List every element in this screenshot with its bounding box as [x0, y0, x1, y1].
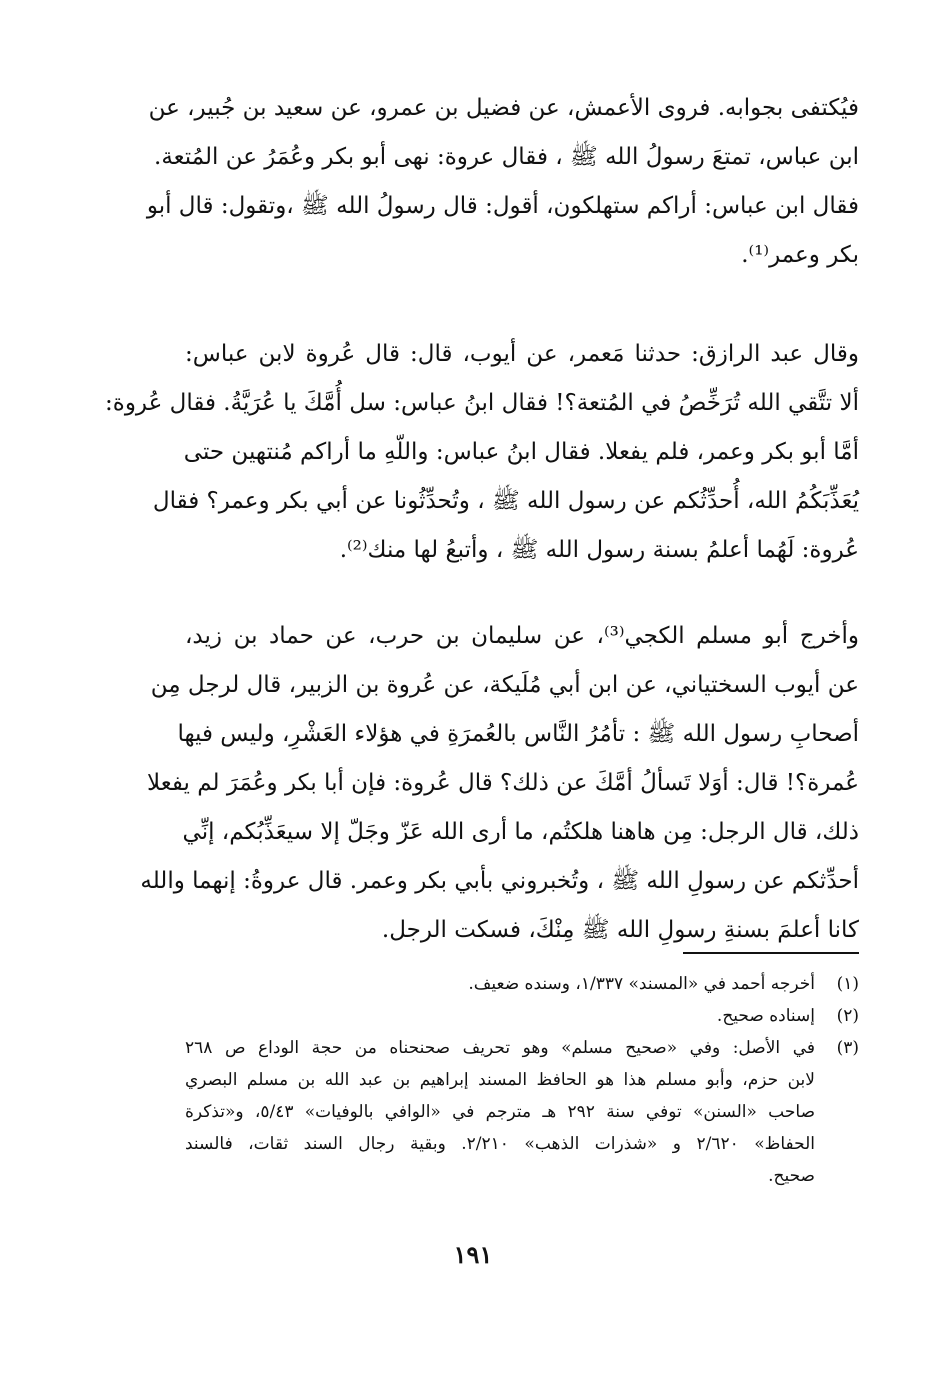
footnote-text — [185, 968, 815, 1000]
footnote-1 — [185, 968, 859, 1000]
footnote-text — [185, 1032, 815, 1192]
paragraph-line: بكر وعمر⁽¹⁾. — [741, 242, 859, 268]
paragraph-line: عن أيوب السختياني، عن ابن أبي مُلَيكة، عن عُروة بن الزبير، قال لرجل مِن — [150, 672, 859, 698]
footnote-line: الحفاظ» ٢/٦٢٠ و «شذرات الذهب» ٢/٢١٠. وبقية رجال السند ثقات، فالسند — [185, 1134, 815, 1154]
footnotes — [185, 968, 859, 1192]
footnote-line: في الأصل: وفي «صحيح مسلم» وهو تحريف صحنحناه من حجة الوداع ص ٢٦٨ — [185, 1038, 815, 1058]
footnote-line: صحيح. — [768, 1166, 815, 1186]
paragraph-line: فقال ابن عباس: أراكم ستهلكون، أقول: قال رسولُ الله ﷺ ،وتقول: قال أبو — [146, 193, 859, 219]
paragraph-line: يُعَذِّبَكُمُ الله، أُحدِّثُكم عن رسول الله ﷺ ، وتُحدِّثُونا عن أبي بكر وعمر؟ فقال — [152, 488, 859, 514]
paragraph-line: كانا أعلمَ بسنةِ رسولِ الله ﷺ مِنْكَ، فسكت الرجل. — [381, 917, 859, 943]
footnote-number: (٢) — [836, 1006, 859, 1026]
footnote-line: صاحب «السنن» توفي سنة ٢٩٢ هـ مترجم في «الوافي بالوفيات» ٥/٤٣، و«تذكرة — [185, 1102, 815, 1122]
paragraph-line: وقال عبد الرازق: حدثنا مَعمر، عن أيوب، قال: قال عُروة لابن عباس: — [185, 341, 859, 367]
paragraph-line: عُمرة؟! قال: أوَلا تَسألُ أمَّكَ عن ذلك؟ قال عُروة: فإن أبا بكر وعُمَرَ لم يفعلا — [147, 770, 859, 796]
page-number: ١٩١ — [453, 1240, 493, 1269]
footnote-3 — [185, 1032, 859, 1192]
paragraph-line: ألا تتَّقي الله تُرَخِّصُ في المُتعة؟! فقال ابنُ عباس: سل أُمَّكَ يا عُرَيَّةُ. فقال عُروة: — [105, 390, 859, 416]
paragraph-2 — [105, 330, 859, 575]
paragraph-line: أمَّا أبو بكر وعمر، فلم يفعلا. فقال ابنُ عباس: واللّهِ ما أراكم مُنتهين حتى — [183, 439, 859, 465]
paragraph-line: وأخرج أبو مسلم الكجي⁽³⁾، عن سليمان بن حرب، عن حماد بن زيد، — [185, 623, 859, 649]
footnote-number: (٣) — [836, 1038, 859, 1058]
paragraph-line: ابن عباس، تمتعَ رسولُ الله ﷺ ، فقال عروة: نهى أبو بكر وعُمَرُ عن المُتعة. — [154, 144, 859, 170]
paragraph-line: عُروة: لَهُما أعلمُ بسنة رسول الله ﷺ ، وأتبعُ لها منك⁽²⁾. — [339, 537, 859, 563]
footnote-2 — [185, 1000, 859, 1032]
footnote-separator — [683, 952, 859, 954]
paragraph-line: أحدِّثكم عن رسولِ الله ﷺ ، وتُخبروني بأبي بكر وعمر. قال عروةُ: إنهما والله — [140, 868, 859, 894]
footnote-number: (١) — [836, 974, 859, 994]
paragraph-line: ذلك، قال الرجل: مِن هاهنا هلكتُم، ما أرى الله عَزّ وجَلّ إلا سيعَذِّبُكم، إنِّي — [182, 819, 859, 845]
paragraph-1 — [146, 84, 859, 280]
footnote-line: أخرجه أحمد في «المسند» ١/٣٣٧، وسنده ضعيف. — [468, 974, 815, 994]
footnote-text — [185, 1000, 815, 1032]
footnote-line: إسناده صحيح. — [716, 1006, 815, 1026]
paragraph-line: أصحابِ رسول الله ﷺ : تأمُرُ النَّاس بالعُمرَةِ في هؤلاء العَشْرِ، وليس فيها — [177, 721, 859, 747]
paragraph-line: فيُكتفى بجوابه. فروى الأعمش، عن فضيل بن عمرو، عن سعيد بن جُبير، عن — [148, 95, 859, 121]
paragraph-3 — [140, 612, 859, 955]
footnote-line: لابن حزم، وأبو مسلم هذا هو الحافظ المسند إبراهيم بن عبد الله بن مسلم البصري — [185, 1070, 815, 1090]
